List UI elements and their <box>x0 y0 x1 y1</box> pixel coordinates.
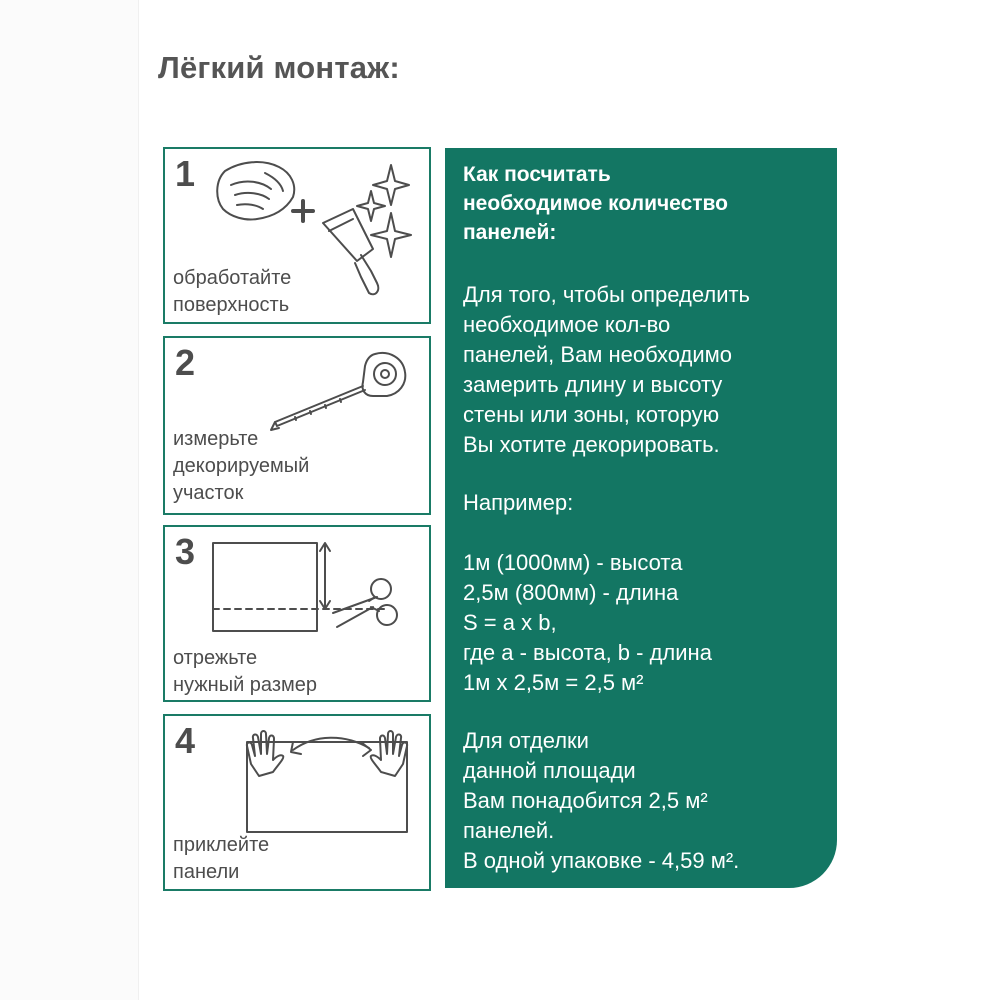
step-card-4 <box>163 714 431 891</box>
step-number: 2 <box>175 342 196 383</box>
info-title: Как посчитать необходимое количество панелей: <box>463 163 728 244</box>
info-panel <box>445 148 837 888</box>
step-card-1 <box>163 147 431 324</box>
tape-measure-icon <box>265 340 415 432</box>
info-result: Для отделки данной площади Вам понадобится 2,5 м² панелей. В одной упаковке - 4,59 м². <box>463 728 740 873</box>
page-edge <box>0 0 139 1000</box>
info-intro: Для того, чтобы определить необходимое кол-во панелей, Вам необходимо замерить длину и высоту стены или зоны, которую Вы хотите декорировать. <box>463 282 751 457</box>
step-number: 4 <box>175 720 196 761</box>
step-caption: приклейте панели <box>173 834 270 883</box>
step-card-3 <box>163 525 431 702</box>
page-title: Лёгкий монтаж: <box>158 50 400 85</box>
hands-panel-icon <box>241 724 425 836</box>
step-number: 3 <box>175 531 196 572</box>
info-example: 1м (1000мм) - высота 2,5м (800мм) - длина S = a x b, где a - высота, b - длина 1м х 2,5м = 2,5 м² <box>463 550 712 695</box>
step-caption: обработайте поверхность <box>173 267 292 316</box>
step-caption: измерьте декорируемый участок <box>173 428 310 504</box>
scissors-cut-icon <box>209 537 409 637</box>
info-example-label: Например: <box>463 490 574 515</box>
step-card-2 <box>163 336 431 515</box>
step-number: 1 <box>175 153 196 194</box>
step-caption: отрежьте нужный размер <box>173 647 317 696</box>
